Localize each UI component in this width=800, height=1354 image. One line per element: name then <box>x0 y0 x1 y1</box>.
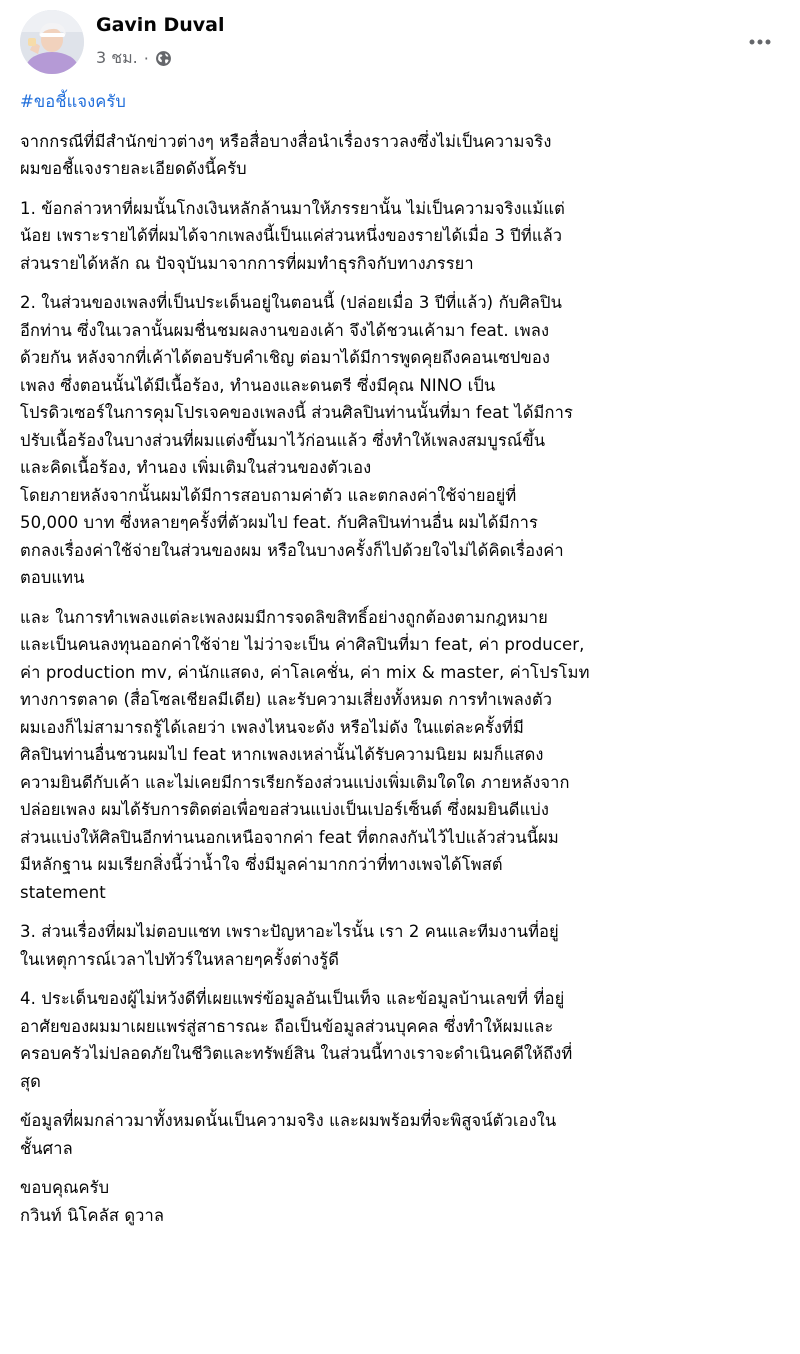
paragraph-line: ค่า production mv, ค่านักแสดง, ค่าโลเคชั่น, ค่า mix & master, ค่าโปรโมท <box>20 662 590 682</box>
post-content <box>20 88 788 1241</box>
paragraph-line: ผมขอชี้แจงรายละเอียดดังนี้ครับ <box>20 159 247 178</box>
post-paragraph <box>20 918 788 973</box>
post-paragraph <box>20 195 788 278</box>
post-paragraph <box>20 1107 788 1162</box>
post-paragraph <box>20 985 788 1095</box>
paragraph-line: ตอบแทน <box>20 568 85 587</box>
paragraph-line: ข้อมูลที่ผมกล่าวมาทั้งหมดนั้นเป็นความจริง และผมพร้อมที่จะพิสูจน์ตัวเองใน <box>20 1111 557 1130</box>
post-meta <box>96 46 172 71</box>
paragraph-line: และเป็นคนลงทุนออกค่าใช้จ่าย ไม่ว่าจะเป็น ค่าศิลปินที่มา feat, ค่า producer, <box>20 635 585 654</box>
paragraph-line: ปล่อยเพลง ผมได้รับการติดต่อเพื่อขอส่วนแบ่งเป็นเปอร์เซ็นต์ ซึ่งผมยินดีแบ่ง <box>20 800 550 819</box>
paragraph-line: 4. ประเด็นของผู้ไม่หวังดีที่เผยแพร่ข้อมูลอันเป็นเท็จ และข้อมูลบ้านเลขที่ ที่อยู่ <box>20 989 565 1008</box>
post-header <box>20 10 780 74</box>
avatar[interactable] <box>20 10 84 74</box>
more-options-button[interactable] <box>740 22 780 62</box>
author-name[interactable]: Gavin Duval <box>96 14 225 36</box>
globe-icon[interactable] <box>155 50 172 67</box>
paragraph-line: statement <box>20 882 106 902</box>
paragraph-line: ในเหตุการณ์เวลาไปทัวร์ในหลายๆครั้งต่างรู้ดี <box>20 949 340 969</box>
paragraph-line: และคิดเนื้อร้อง, ทำนอง เพิ่มเติมในส่วนของตัวเอง <box>20 458 372 477</box>
paragraph-line: จากกรณีที่มีสำนักข่าวต่างๆ หรือสื่อบางสื่อนำเรื่องราวลงซึ่งไม่เป็นความจริง <box>20 131 552 151</box>
paragraph-line: เพลง ซึ่งตอนนั้นได้มีเนื้อร้อง, ทำนองและดนตรี ซึ่งมีคุณ NINO เป็น <box>20 375 496 395</box>
hashtag-link[interactable]: #ขอชี้แจงครับ <box>20 92 126 111</box>
post-timestamp[interactable]: 3 ชม. <box>96 48 138 67</box>
post-paragraph <box>20 289 788 592</box>
paragraph-line: ตกลงเรื่องค่าใช้จ่ายในส่วนของผม หรือในบางครั้งก็ไปด้วยใจไม่ได้คิดเรื่องค่า <box>20 540 564 560</box>
paragraph-line: มีหลักฐาน ผมเรียกสิ่งนี้ว่าน้ำใจ ซึ่งมีมูลค่ามากกว่าที่ทางเพจได้โพสต์ <box>20 855 503 874</box>
paragraph-line: ชั้นศาล <box>20 1138 73 1158</box>
paragraph-line: ปรับเนื้อร้องในบางส่วนที่ผมแต่งขึ้นมาไว้ก่อนแล้ว ซึ่งทำให้เพลงสมบูรณ์ขึ้น <box>20 430 546 450</box>
meta-separator: · <box>143 49 149 68</box>
paragraph-line: โดยภายหลังจากนั้นผมได้มีการสอบถามค่าตัว และตกลงค่าใช้จ่ายอยู่ที่ <box>20 485 517 505</box>
paragraph-line: อาศัยของผมมาเผยแพร่สู่สาธารณะ ถือเป็นข้อมูลส่วนบุคคล ซึ่งทำให้ผมและ <box>20 1016 554 1036</box>
paragraph-line: กวินท์ นิโคลัส ดูวาล <box>20 1205 165 1225</box>
more-horizontal-icon <box>749 39 771 45</box>
paragraph-line: ส่วนรายได้หลัก ณ ปัจจุบันมาจากการที่ผมทำธุรกิจกับทางภรรยา <box>20 253 474 273</box>
paragraph-line: ส่วนแบ่งให้ศิลปินอีกท่านนอกเหนือจากค่า feat ที่ตกลงกันไว้ไปแล้วส่วนนี้ผม <box>20 827 559 847</box>
paragraph-line: โปรดิวเซอร์ในการคุมโปรเจคของเพลงนี้ ส่วนศิลปินท่านนั้นที่มา feat ได้มีการ <box>20 403 573 422</box>
paragraph-line: 50,000 บาท ซึ่งหลายๆครั้งที่ตัวผมไป feat. กับศิลปินท่านอื่น ผมได้มีการ <box>20 513 538 532</box>
paragraph-line: ผมเองก็ไม่สามารถรู้ได้เลยว่า เพลงไหนจะดัง หรือไม่ดัง ในแต่ละครั้งที่มี <box>20 717 525 737</box>
post-body <box>20 128 788 1230</box>
paragraph-line: น้อย เพราะรายได้ที่ผมได้จากเพลงนี้เป็นแค่ส่วนหนึ่งของรายได้เมื่อ 3 ปีที่แล้ว <box>20 226 563 245</box>
avatar-photo <box>20 10 84 74</box>
paragraph-line: ศิลปินท่านอื่นชวนผมไป feat หากเพลงเหล่านั้นได้รับความนิยม ผมก็แสดง <box>20 745 544 764</box>
paragraph-line: ครอบครัวไม่ปลอดภัยในชีวิตและทรัพย์สิน ในส่วนนี้ทางเราจะดำเนินคดีให้ถึงที่ <box>20 1044 573 1063</box>
post-paragraph <box>20 128 788 183</box>
paragraph-line: 3. ส่วนเรื่องที่ผมไม่ตอบแชท เพราะปัญหาอะไรนั้น เรา 2 คนและทีมงานที่อยู่ <box>20 922 559 941</box>
paragraph-line: ความยินดีกับเค้า และไม่เคยมีการเรียกร้องส่วนแบ่งเพิ่มเติมใดใด ภายหลังจาก <box>20 772 570 792</box>
paragraph-line: ขอบคุณครับ <box>20 1178 110 1197</box>
paragraph-line: 2. ในส่วนของเพลงที่เป็นประเด็นอยู่ในตอนนี้ (ปล่อยเมื่อ 3 ปีที่แล้ว) กับศิลปิน <box>20 293 562 312</box>
paragraph-line: 1. ข้อกล่าวหาที่ผมนั้นโกงเงินหลักล้านมาให้ภรรยานั้น ไม่เป็นความจริงแม้แต่ <box>20 198 565 218</box>
paragraph-line: สุด <box>20 1071 41 1091</box>
post-paragraph <box>20 1174 788 1229</box>
paragraph-line: อีกท่าน ซึ่งในเวลานั้นผมชื่นชมผลงานของเค้า จึงได้ชวนเค้ามา feat. เพลง <box>20 320 550 340</box>
paragraph-line: และ ในการทำเพลงแต่ละเพลงผมมีการจดลิขสิทธิ์อย่างถูกต้องตามกฎหมาย <box>20 607 548 627</box>
post-paragraph <box>20 604 788 907</box>
paragraph-line: ทางการตลาด (สื่อโซลเชียลมีเดีย) และรับความเสี่ยงทั้งหมด การทำเพลงตัว <box>20 690 553 709</box>
paragraph-line: ด้วยกัน หลังจากที่เค้าได้ตอบรับคำเชิญ ต่อมาได้มีการพูดคุยถึงคอนเซปของ <box>20 348 551 367</box>
